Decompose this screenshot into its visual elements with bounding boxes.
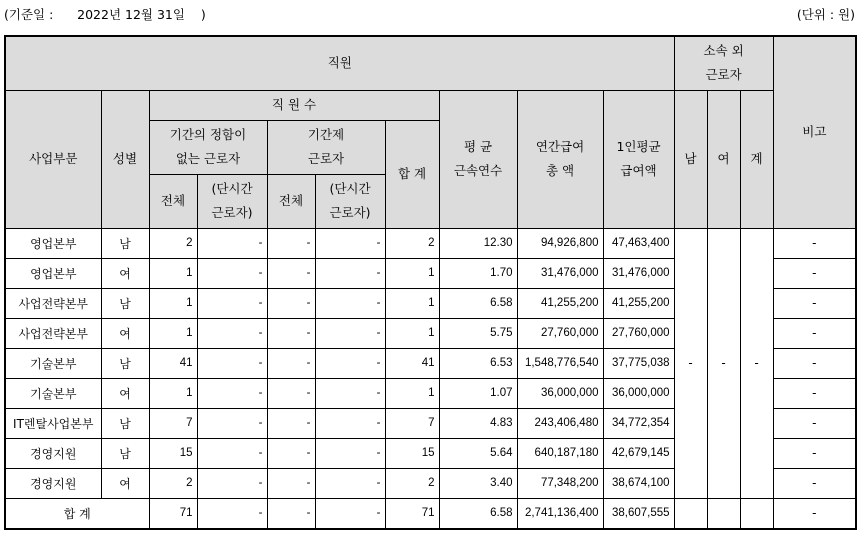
avg-pay-cell: 27,760,000	[603, 318, 674, 348]
tenure-cell: 6.58	[439, 288, 517, 318]
total-cell: 71	[385, 498, 439, 529]
part-time-line2: 근로자)	[329, 205, 371, 220]
indef-all-cell: 1	[149, 258, 197, 288]
annual-pay-header	[517, 90, 603, 228]
staff-group-header: 직원	[5, 36, 674, 90]
dept-cell: 영업본부	[5, 258, 101, 288]
avg-pay-cell: 37,775,038	[603, 348, 674, 378]
fixed-part-cell: -	[315, 318, 385, 348]
tenure-cell: 1.07	[439, 378, 517, 408]
fixed-part-cell: -	[315, 468, 385, 498]
avg-pay-header	[603, 90, 674, 228]
remarks-cell: -	[773, 228, 856, 258]
affiliate-female-cell	[707, 498, 740, 529]
total-row	[5, 498, 856, 529]
fixed-part-time-header	[315, 174, 385, 228]
fixed-all-cell: -	[267, 408, 315, 438]
part-time-line1: (단시간	[211, 181, 253, 196]
annual-pay-cell: 41,255,200	[517, 288, 603, 318]
gender-header: 성별	[101, 90, 149, 228]
fixed-all-cell: -	[267, 348, 315, 378]
unit-label: (단위 : 원)	[796, 7, 855, 22]
part-time-line1: (단시간	[329, 181, 371, 196]
tenure-cell: 5.64	[439, 438, 517, 468]
tenure-header	[439, 90, 517, 228]
indef-all-cell: 2	[149, 228, 197, 258]
total-cell: 2	[385, 468, 439, 498]
remarks-cell: -	[773, 318, 856, 348]
total-cell: 41	[385, 348, 439, 378]
fixed-all-cell: -	[267, 288, 315, 318]
employee-status-table	[4, 35, 857, 530]
dept-cell: 영업본부	[5, 228, 101, 258]
fixed-part-cell: -	[315, 378, 385, 408]
total-cell: 2	[385, 228, 439, 258]
annual-pay-cell: 36,000,000	[517, 378, 603, 408]
gender-cell: 여	[101, 378, 149, 408]
indef-part-cell: -	[197, 378, 267, 408]
gender-cell: 남	[101, 408, 149, 438]
indef-all-cell: 2	[149, 468, 197, 498]
annual-pay-cell: 77,348,200	[517, 468, 603, 498]
dept-cell: 사업전략본부	[5, 318, 101, 348]
remarks-header: 비고	[773, 36, 856, 228]
tenure-cell: 6.53	[439, 348, 517, 378]
indefinite-header-line2: 없는 근로자	[175, 151, 241, 166]
tenure-cell: 6.58	[439, 498, 517, 529]
remarks-cell: -	[773, 258, 856, 288]
indef-all-cell: 1	[149, 288, 197, 318]
indefinite-part-time-header	[197, 174, 267, 228]
total-cell: 1	[385, 258, 439, 288]
remarks-cell: -	[773, 288, 856, 318]
fixed-all-cell: -	[267, 228, 315, 258]
affiliate-female-cell: -	[707, 228, 740, 498]
fixed-all-header: 전체	[267, 174, 315, 228]
annual-pay-cell: 640,187,180	[517, 438, 603, 468]
dept-cell: 경영지원	[5, 468, 101, 498]
gender-cell: 남	[101, 348, 149, 378]
annual-pay-cell: 31,476,000	[517, 258, 603, 288]
indef-part-cell: -	[197, 228, 267, 258]
avg-pay-header-line1: 1인평균	[616, 139, 661, 154]
fixed-all-cell: -	[267, 438, 315, 468]
tenure-cell: 3.40	[439, 468, 517, 498]
indef-all-cell: 71	[149, 498, 197, 529]
fixed-all-cell: -	[267, 258, 315, 288]
table-row	[5, 228, 856, 258]
staff-count-header: 직 원 수	[149, 90, 439, 120]
indefinite-header-line1: 기간의 정함이	[169, 127, 247, 142]
fixed-all-cell: -	[267, 498, 315, 529]
indef-all-cell: 1	[149, 378, 197, 408]
dept-cell: 경영지원	[5, 438, 101, 468]
tenure-cell: 5.75	[439, 318, 517, 348]
avg-pay-cell: 36,000,000	[603, 378, 674, 408]
indef-part-cell: -	[197, 498, 267, 529]
avg-pay-cell: 38,674,100	[603, 468, 674, 498]
total-cell: 15	[385, 438, 439, 468]
affiliate-workers-header	[674, 36, 773, 90]
report-header	[4, 5, 855, 25]
indef-part-cell: -	[197, 318, 267, 348]
tenure-header-line1: 평 균	[463, 139, 493, 154]
tenure-cell: 12.30	[439, 228, 517, 258]
remarks-cell: -	[773, 468, 856, 498]
total-cell: 1	[385, 318, 439, 348]
indef-part-cell: -	[197, 438, 267, 468]
gender-cell: 여	[101, 468, 149, 498]
fixed-part-cell: -	[315, 228, 385, 258]
affiliate-male-cell: -	[674, 228, 707, 498]
dept-cell: IT렌탈사업본부	[5, 408, 101, 438]
indefinite-term-header	[149, 120, 267, 174]
affiliate-male-cell	[674, 498, 707, 529]
tenure-header-line2: 근속연수	[453, 163, 503, 178]
affiliate-header-line1: 소속 외	[703, 43, 744, 59]
indef-all-cell: 15	[149, 438, 197, 468]
affiliate-sum-cell: -	[740, 228, 773, 498]
fixed-part-cell: -	[315, 288, 385, 318]
affiliate-male-header: 남	[674, 90, 707, 228]
fixed-all-cell: -	[267, 468, 315, 498]
annual-pay-cell: 27,760,000	[517, 318, 603, 348]
annual-pay-header-line1: 연간급여	[535, 139, 585, 154]
indef-all-cell: 7	[149, 408, 197, 438]
avg-pay-cell: 42,679,145	[603, 438, 674, 468]
fixed-part-cell: -	[315, 408, 385, 438]
gender-cell: 남	[101, 288, 149, 318]
total-cell: 1	[385, 378, 439, 408]
total-row-label: 합 계	[5, 498, 149, 529]
avg-pay-header-line2: 급여액	[620, 163, 657, 178]
avg-pay-cell: 47,463,400	[603, 228, 674, 258]
total-cell: 1	[385, 288, 439, 318]
dept-cell: 기술본부	[5, 348, 101, 378]
fixed-all-cell: -	[267, 318, 315, 348]
affiliate-sum-cell	[740, 498, 773, 529]
fixed-part-cell: -	[315, 498, 385, 529]
indef-all-cell: 1	[149, 318, 197, 348]
dept-header: 사업부문	[5, 90, 101, 228]
annual-pay-cell: 2,741,136,400	[517, 498, 603, 529]
fixed-all-cell: -	[267, 378, 315, 408]
indef-part-cell: -	[197, 468, 267, 498]
affiliate-sum-header: 계	[740, 90, 773, 228]
dept-cell: 기술본부	[5, 378, 101, 408]
avg-pay-cell: 34,772,354	[603, 408, 674, 438]
indef-part-cell: -	[197, 258, 267, 288]
remarks-cell: -	[773, 408, 856, 438]
indefinite-all-header: 전체	[149, 174, 197, 228]
fixed-header-line2: 근로자	[307, 151, 345, 166]
remarks-cell: -	[773, 438, 856, 468]
dept-cell: 사업전략본부	[5, 288, 101, 318]
gender-cell: 여	[101, 318, 149, 348]
gender-cell: 남	[101, 438, 149, 468]
gender-cell: 여	[101, 258, 149, 288]
part-time-line2: 근로자)	[211, 205, 253, 220]
fixed-part-cell: -	[315, 348, 385, 378]
staff-total-header: 합 계	[385, 120, 439, 228]
affiliate-header-line2: 근로자	[705, 67, 742, 83]
fixed-header-line1: 기간제	[307, 127, 345, 142]
annual-pay-header-line2: 총 액	[545, 163, 575, 178]
avg-pay-cell: 38,607,555	[603, 498, 674, 529]
annual-pay-cell: 94,926,800	[517, 228, 603, 258]
avg-pay-cell: 31,476,000	[603, 258, 674, 288]
avg-pay-cell: 41,255,200	[603, 288, 674, 318]
tenure-cell: 1.70	[439, 258, 517, 288]
affiliate-female-header: 여	[707, 90, 740, 228]
total-cell: 7	[385, 408, 439, 438]
indef-all-cell: 41	[149, 348, 197, 378]
gender-cell: 남	[101, 228, 149, 258]
annual-pay-cell: 1,548,776,540	[517, 348, 603, 378]
fixed-part-cell: -	[315, 258, 385, 288]
annual-pay-cell: 243,406,480	[517, 408, 603, 438]
indef-part-cell: -	[197, 288, 267, 318]
base-date-label: (기준일 : 2022년 12월 31일 )	[4, 7, 206, 22]
fixed-part-cell: -	[315, 438, 385, 468]
tenure-cell: 4.83	[439, 408, 517, 438]
indef-part-cell: -	[197, 348, 267, 378]
fixed-term-header	[267, 120, 385, 174]
remarks-cell: -	[773, 348, 856, 378]
indef-part-cell: -	[197, 408, 267, 438]
remarks-cell: -	[773, 498, 856, 529]
remarks-cell: -	[773, 378, 856, 408]
